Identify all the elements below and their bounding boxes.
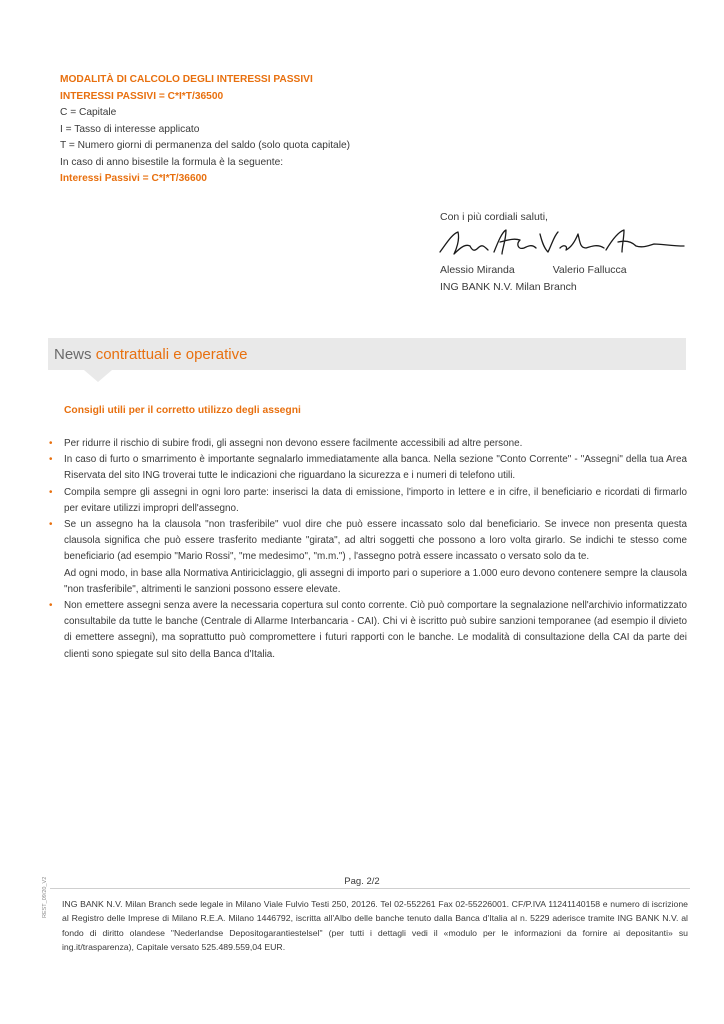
- calc-formula: INTERESSI PASSIVI = C*I*T/36500: [60, 90, 224, 102]
- list-item: [49, 436, 687, 452]
- list-item: [49, 452, 687, 484]
- calc-line-leap-note: In caso di anno bisestile la formula è la seguente:: [60, 156, 284, 168]
- list-item: [49, 598, 687, 663]
- signers-block: [440, 262, 627, 296]
- news-section-title: [54, 346, 247, 363]
- tip-text: Se un assegno ha la clausola "non trasferibile" vuol dire che può essere incassato solo dal beneficiario. Se invece non presenta questa clausola significa che può essere trasferito mediante "girata", ad altri soggetti che possono a loro volta girarlo. Se indichi te stesso come beneficiario (ad esempio "Mario Rossi", "me medesimo", "m.m.") , l'assegno potrà essere incassato o versato solo da te.: [64, 519, 687, 563]
- footer-divider: [50, 888, 690, 889]
- closing-greeting: Con i più cordiali saluti,: [440, 211, 548, 223]
- tip-text: Compila sempre gli assegni in ogni loro parte: inserisci la data di emissione, l'importo in lettere e in cifre, il beneficiario e ricordati di firmarlo per evitare utilizzi impropri dell'assegno.: [64, 486, 687, 514]
- calc-line-capital: C = Capitale: [60, 107, 117, 118]
- calc-line-rate: I = Tasso di interesse applicato: [60, 123, 200, 135]
- tip-text: Non emettere assegni senza avere la necessaria copertura sul conto corrente. Ciò può comportare la segnalazione nell'archivio informatizzato consultabile da tutte le banche (Centrale di Allarme Interbancaria - CAI). Chi vi è iscritto può subire sanzioni temporanee (ad esempio il divieto di emettere assegni), ma soprattutto può compromettere i futuri rapporti con le banche. Le modalità di consultazione della CAI da parte dei clienti sono spiegate sul sito della Banca d'Italia.: [64, 600, 687, 660]
- calc-formula-leap: Interessi Passivi = C*I*T/36600: [60, 173, 207, 184]
- bullet-icon: •: [49, 519, 53, 531]
- interest-calculation-block: [60, 72, 350, 188]
- banner-pointer: [84, 370, 112, 382]
- tip-text: In caso di furto o smarrimento è importante segnalarlo immediatamente alla banca. Nella sezione "Conto Corrente" - "Assegni" della tua Area Riservata del sito ING troverai tutte le indicazioni che riguardano la sicurezza e i numeri di telefono utili.: [64, 454, 687, 482]
- bullet-icon: •: [49, 454, 53, 466]
- calc-line-days: T = Numero giorni di permanenza del saldo (solo quota capitale): [60, 140, 351, 151]
- cheque-tips-list: [49, 436, 687, 663]
- tip-text: Per ridurre il rischio di subire frodi, gli assegni non devono essere facilmente accessibili ad altre persone.: [64, 438, 523, 449]
- bullet-icon: •: [49, 438, 53, 449]
- news-title-word2: contrattuali e operative: [95, 346, 248, 363]
- signer-name-1: Alessio Miranda: [440, 264, 515, 276]
- handwritten-signatures: [436, 222, 688, 262]
- page-number: Pag. 2/2: [344, 876, 380, 887]
- calc-title: MODALITÀ DI CALCOLO DEGLI INTERESSI PASSIVI: [60, 74, 313, 85]
- signer-name-2: Valerio Fallucca: [552, 264, 627, 276]
- bullet-icon: •: [49, 486, 53, 498]
- signer-organization: ING BANK N.V. Milan Branch: [440, 281, 577, 293]
- news-title-word1: News: [54, 346, 92, 363]
- list-item: [49, 485, 687, 517]
- bullet-icon: •: [49, 600, 53, 612]
- footer-legal-text: ING BANK N.V. Milan Branch sede legale in Milano Viale Fulvio Testi 250, 20126. Tel 02-552261 Fax 02-55226001. CF/P.IVA 11241140158 e numero di iscrizione al Registro delle Imprese di Milano R.E.A. Milano 1446792, iscritta all'Albo delle banche tenuto dalla Banca d'Italia al n. 5229 aderisce tramite ING BANK N.V. al fondo di diritto olandese "Nederlandse Depositogarantiestelsel" (per tutti i dettagli vedi il «modulo per le informazioni da fornire ai depositanti» su ing.it/trasparenza), Capitale versato 525.489.559,04 EUR.: [62, 899, 688, 952]
- tip-text: Ad ogni modo, in base alla Normativa Antiriciclaggio, gli assegni di importo pari o superiore a 1.000 euro devono contenere sempre la clausola "non trasferibile", altrimenti le sanzioni possono essere elevate.: [64, 567, 687, 595]
- list-item: [49, 517, 687, 598]
- document-code: REST_09/20_V2: [42, 876, 48, 918]
- cheque-tips-title: Consigli utili per il corretto utilizzo degli assegni: [64, 405, 301, 416]
